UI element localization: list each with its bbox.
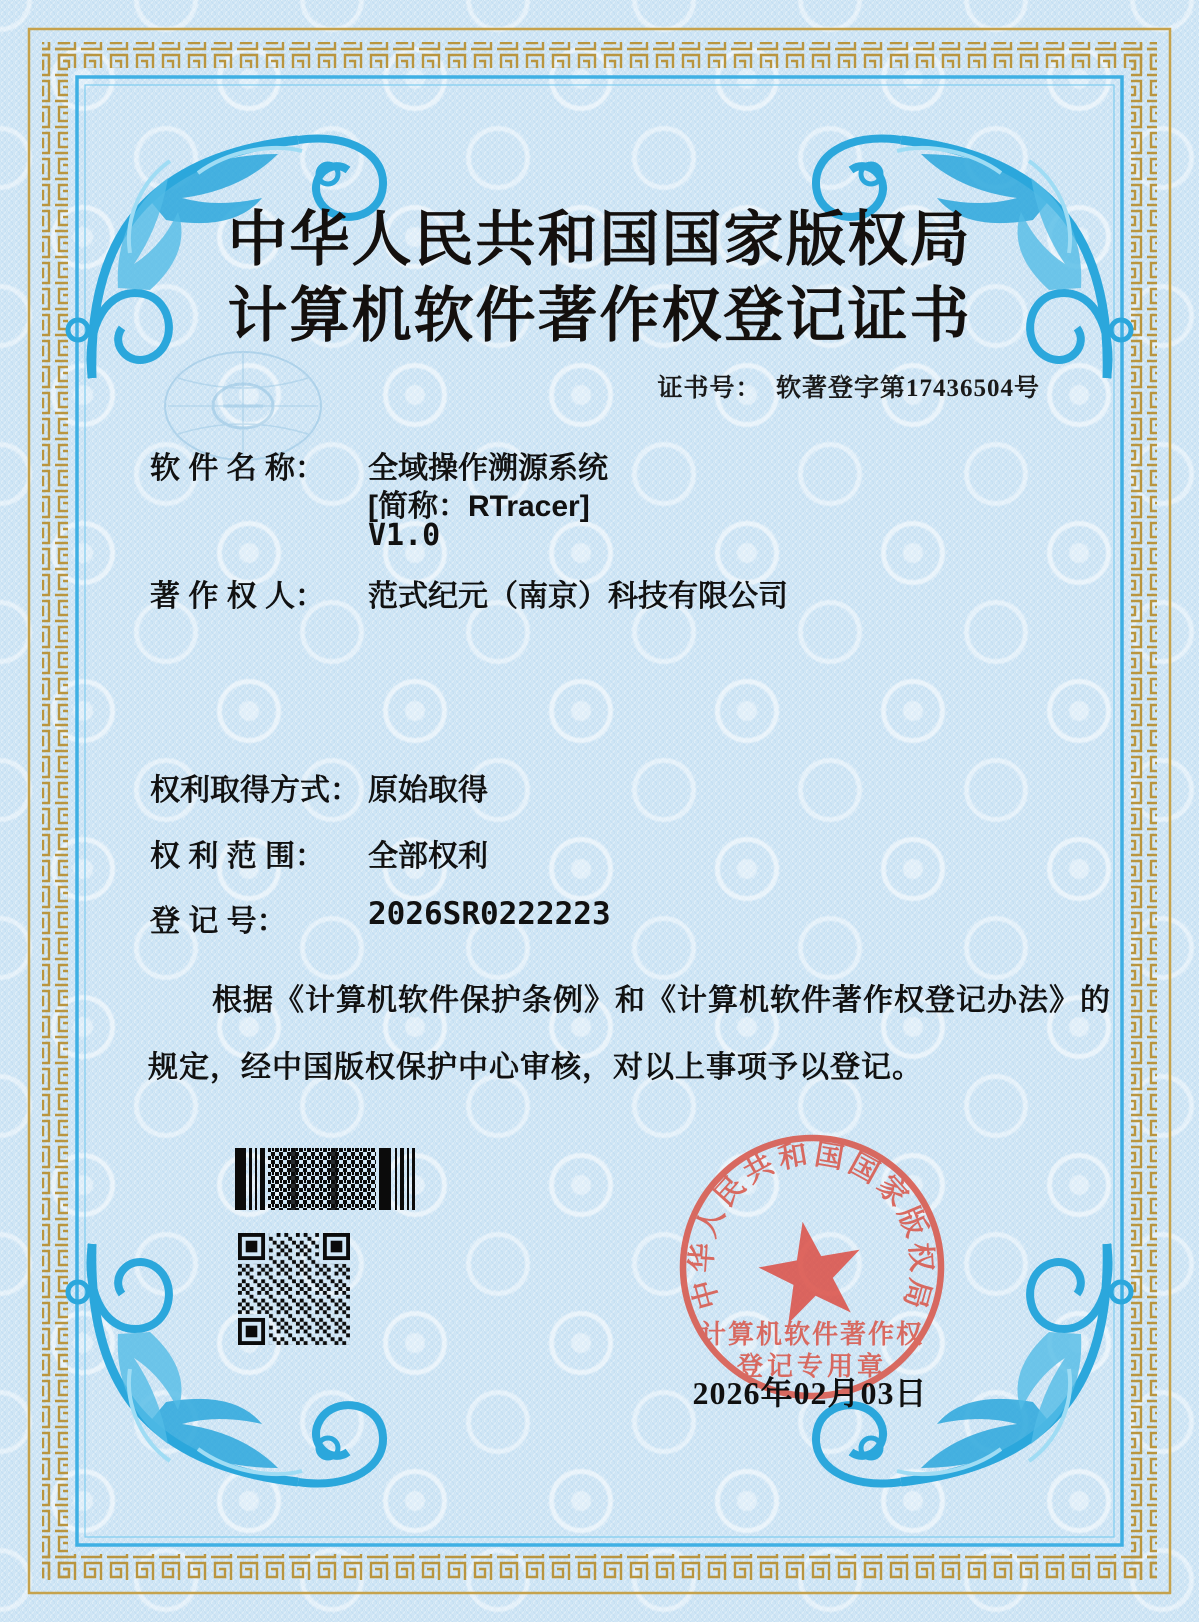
acquisition-method-label: 权利取得方式：: [150, 774, 360, 807]
copyright-owner-value: 范式纪元（南京）科技有限公司: [368, 580, 788, 613]
rights-scope-label: 权 利 范 围：: [150, 840, 326, 873]
issue-date: 2026年02月03日: [692, 1375, 928, 1411]
seal-inner-line2: 登记专用章: [736, 1352, 888, 1381]
seal-inner-line1: 计算机软件著作权: [699, 1320, 925, 1349]
certificate-title-line1: 中华人民共和国国家版权局: [227, 207, 972, 273]
software-short-name: [简称：RTracer]: [368, 490, 590, 523]
registration-number-value: 2026SR0222223: [368, 896, 611, 932]
certificate-number: [560, 368, 1040, 404]
statement-line1: 根据《计算机软件保护条例》和《计算机软件著作权登记办法》的: [212, 984, 1111, 1017]
software-version: V1.0: [368, 518, 441, 553]
software-name-label: 软 件 名 称：: [150, 452, 326, 485]
qr-code-image: [238, 1233, 350, 1345]
rights-scope-value: 全部权利: [368, 840, 488, 873]
certificate-title-line2: 计算机软件著作权登记证书: [227, 283, 972, 349]
certificate-number-value: 软著登字第17436504号: [775, 375, 1040, 402]
qr-finder-top-right: [319, 1233, 350, 1264]
copyright-owner-label: 著 作 权 人：: [150, 580, 326, 613]
software-name-value: 全域操作溯源系统: [368, 452, 608, 485]
barcode-image: [235, 1148, 417, 1210]
acquisition-method-value: 原始取得: [368, 774, 488, 807]
red-star-icon: [759, 1222, 860, 1324]
certificate-number-label: 证书号：: [657, 375, 762, 402]
statement-line2: 规定，经中国版权保护中心审核，对以上事项予以登记。: [148, 1051, 923, 1084]
seal-ring-text: 中华人民共和国国家版权局: [685, 1138, 938, 1313]
qr-finder-top-left: [238, 1233, 269, 1264]
registration-number-label: 登 记 号：: [150, 905, 287, 938]
qr-finder-bottom-left: [238, 1314, 269, 1345]
